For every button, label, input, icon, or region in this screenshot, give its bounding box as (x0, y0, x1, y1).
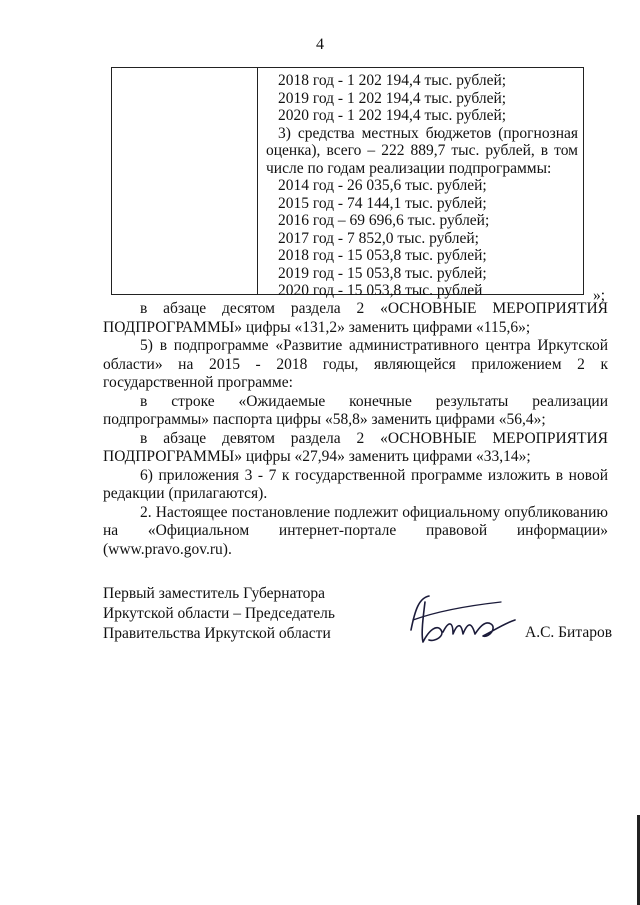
table-line: 2015 год - 74 144,1 тыс. рублей; (278, 194, 487, 212)
funding-table (111, 67, 584, 299)
table-column-divider (257, 68, 258, 294)
handwritten-signature (405, 590, 525, 650)
page-number: 4 (316, 36, 324, 53)
table-line: 2020 год - 1 202 194,4 тыс. рублей; (278, 107, 507, 124)
table-line: 3) средства местных бюджетов (прогнозная (278, 124, 578, 142)
document-body (103, 300, 608, 559)
body-paragraph: в строке «Ожидаемые конечные результаты реализации подпрограммы» паспорта цифры «58,8» заменить цифрами «56,4»; (103, 392, 608, 428)
table-line: 2014 год - 26 035,6 тыс. рублей; (278, 177, 487, 194)
body-paragraph: 5) в подпрограмме «Развитие административного центра Иркутской области» на 2015 - 2018 годы, являющейся приложением 2 к государственной программе: (103, 337, 608, 391)
table-line: 2020 год - 15 053,8 тыс. рублей (278, 282, 483, 299)
table-line: 2018 год - 1 202 194,4 тыс. рублей; (278, 72, 507, 89)
table-line: 2017 год - 7 852,0 тыс. рублей; (278, 229, 479, 247)
body-paragraph: 2. Настоящее постановление подлежит официальному опубликованию на «Официальном интернет-портале правовой информации» (www.pravo.gov.ru). (103, 503, 608, 558)
signatory-name: А.С. Битаров (525, 624, 613, 641)
signatory-position-line: Иркутской области – Председатель (103, 605, 335, 622)
signatory-position (103, 584, 335, 644)
table-line: 2018 год - 15 053,8 тыс. рублей; (278, 247, 487, 264)
signatory-position-line: Правительства Иркутской области (103, 625, 331, 642)
table-line: 2019 год - 1 202 194,4 тыс. рублей; (278, 89, 507, 107)
body-paragraph: 6) приложения 3 - 7 к государственной программе изложить в новой редакции (прилагаются). (103, 466, 608, 502)
table-line: 2019 год - 15 053,8 тыс. рублей; (278, 264, 487, 282)
body-paragraph: в абзаце десятом раздела 2 «ОСНОВНЫЕ МЕРОПРИЯТИЯ ПОДПРОГРАММЫ» цифры «131,2» заменить цифрами «115,6»; (103, 300, 608, 336)
body-paragraph: в абзаце девятом раздела 2 «ОСНОВНЫЕ МЕРОПРИЯТИЯ ПОДПРОГРАММЫ» цифры «27,94» заменить цифрами «33,14»; (103, 429, 608, 465)
table-line: 2016 год – 69 696,6 тыс. рублей; (278, 212, 490, 229)
table-line: оценка), всего – 222 889,7 тыс. рублей, в том (266, 142, 578, 159)
table-line: числе по годам реализации подпрограммы: (266, 159, 552, 177)
table-cell-funding (266, 72, 578, 300)
table-closing-quote: »; (593, 287, 606, 304)
signatory-position-line: Первый заместитель Губернатора (103, 585, 326, 602)
